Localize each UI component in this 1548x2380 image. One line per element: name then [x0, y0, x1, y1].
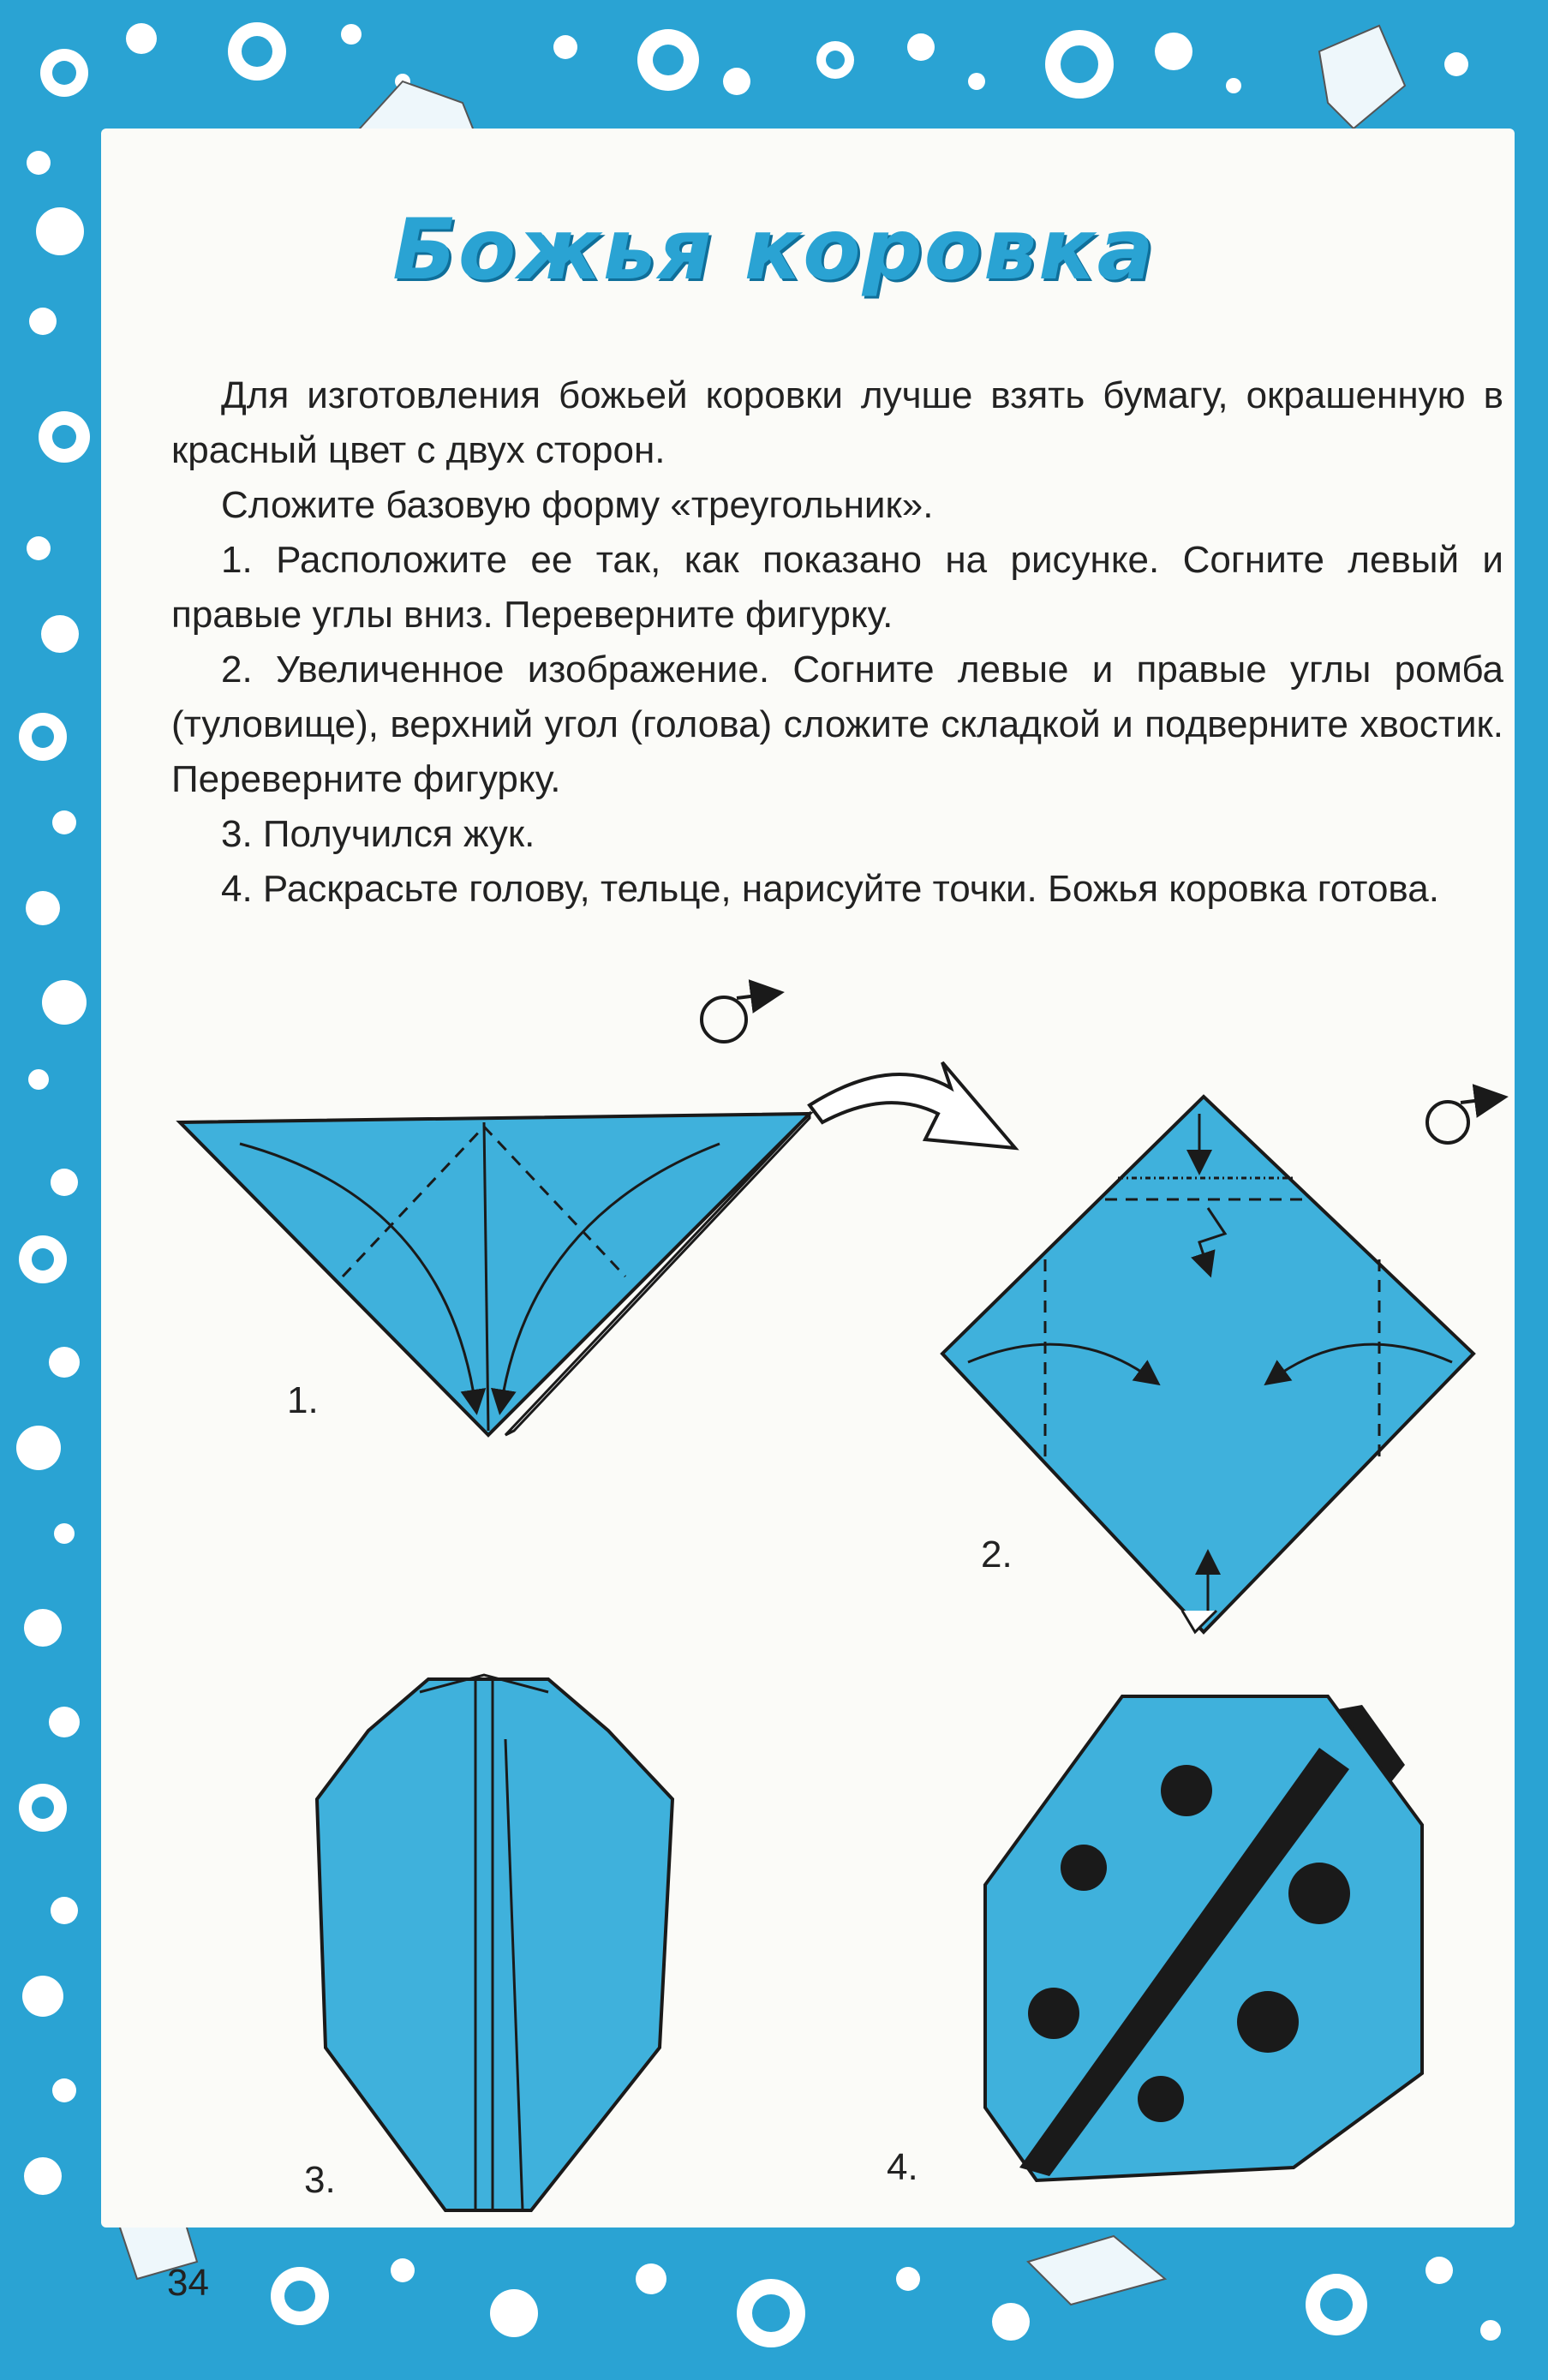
paragraph-intro: Для изготовления божьей коровки лучше взять бумагу, окрашенную в красный цвет с двух сторон. [171, 374, 1503, 471]
page-title: Божья коровка [392, 201, 1156, 299]
paragraph-step-4: 4. Раскрасьте голову, тельце, нарисуйте точки. Божья коровка готова. [221, 868, 1439, 910]
step-label-1: 1. [287, 1379, 319, 1421]
paragraph-step-1: 1. Расположите ее так, как показано на рисунке. Согните левый и правые углы вниз. Переверните фигурку. [171, 539, 1503, 636]
paragraph-base-form: Сложите базовую форму «треугольник». [221, 484, 934, 526]
diagram-step-1 [180, 994, 810, 1435]
step-label-2: 2. [981, 1534, 1013, 1576]
paragraph-step-2: 2. Увеличенное изображение. Согните левые и правые углы ромба (туловище), верхний угол (голова) сложите складкой и подверните хвостик. Переверните фигурку. [171, 649, 1503, 800]
transition-arrow [810, 1062, 1015, 1148]
paragraph-step-3: 3. Получился жук. [221, 813, 535, 855]
diagram-step-3 [317, 1675, 672, 2210]
diagram-step-2 [942, 1097, 1495, 1632]
page-number: 34 [167, 2262, 209, 2304]
diagram-step-4 [985, 1696, 1422, 2180]
step-label-3: 3. [304, 2159, 336, 2201]
step-label-4: 4. [887, 2146, 918, 2188]
